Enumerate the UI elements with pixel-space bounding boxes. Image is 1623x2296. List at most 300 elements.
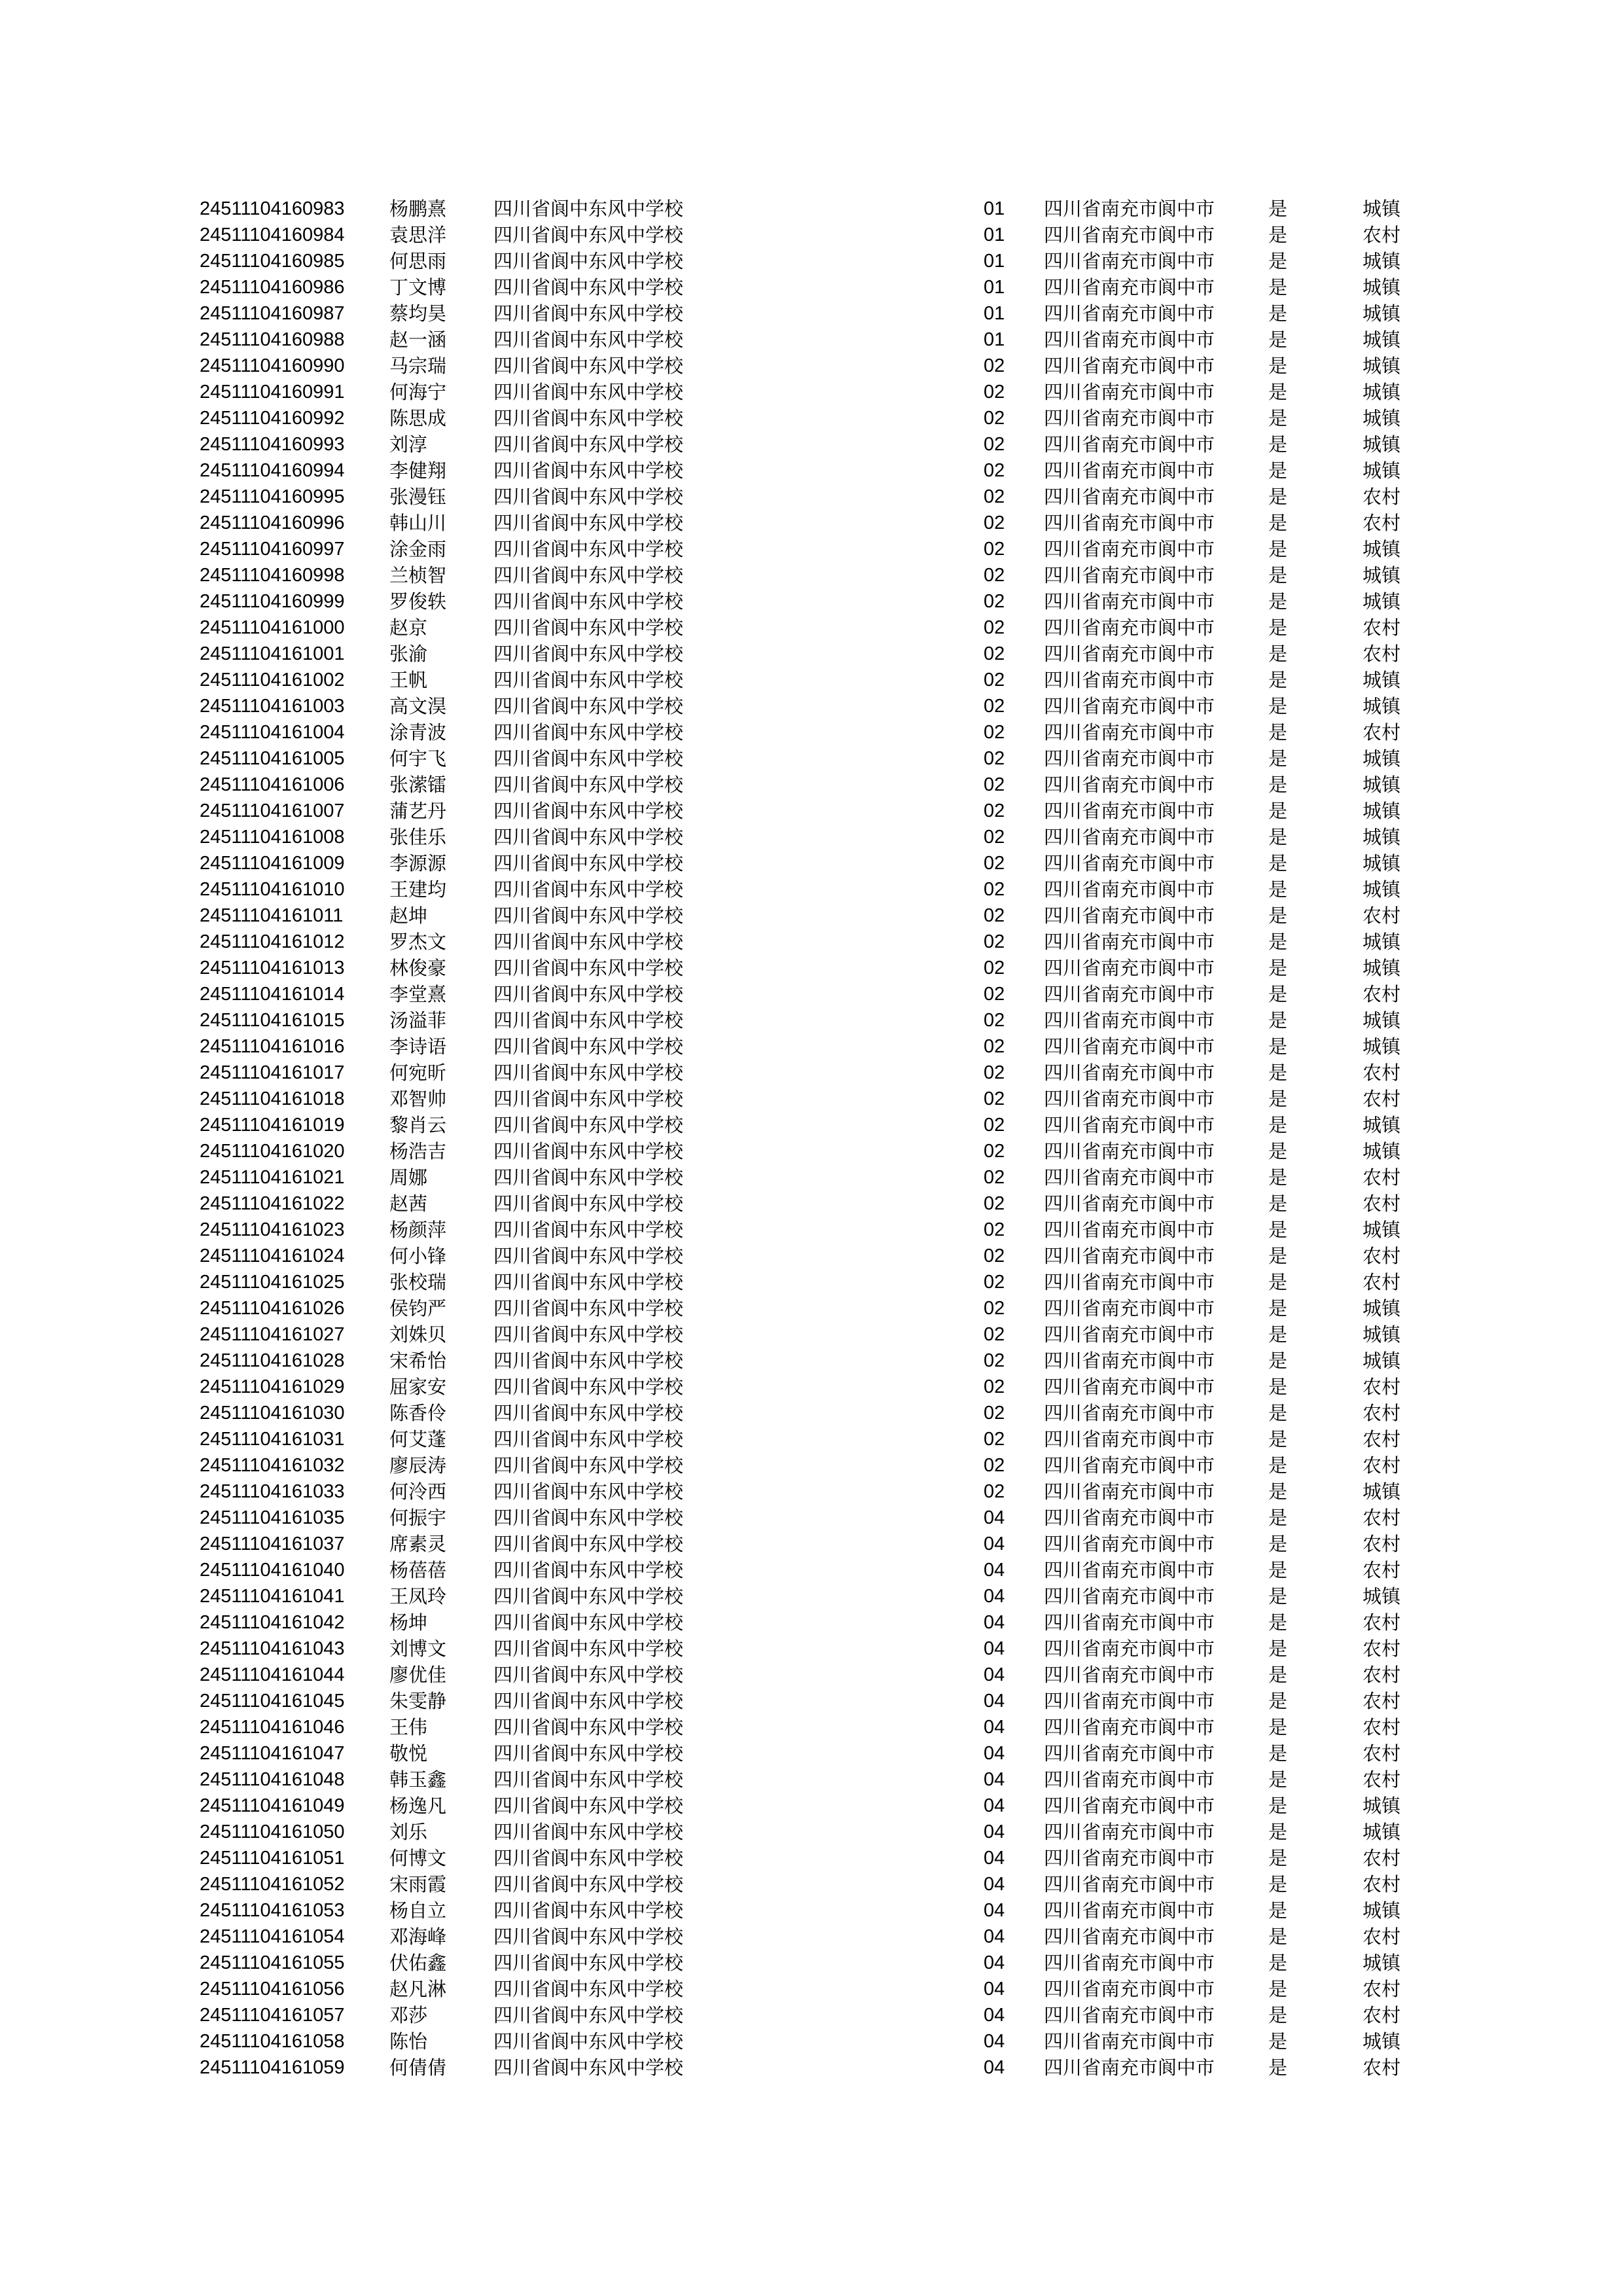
student-name-cell: 高文淏: [389, 695, 447, 717]
region-cell: 四川省南充市阆中市: [1044, 355, 1215, 377]
student-id-cell: 24511104161003: [200, 696, 345, 717]
student-name-cell: 陈香伶: [389, 1402, 447, 1424]
class-code-cell: 02: [984, 722, 1005, 743]
region-cell: 四川省南充市阆中市: [1044, 1899, 1215, 1922]
flag-cell: 是: [1268, 433, 1288, 456]
student-id-cell: 24511104161015: [200, 1010, 345, 1031]
class-code-cell: 04: [984, 1586, 1005, 1607]
flag-cell: 是: [1268, 2030, 1288, 2053]
school-cell: 四川省阆中东风中学校: [493, 1035, 684, 1058]
flag-cell: 是: [1268, 1742, 1288, 1765]
student-id-cell: 24511104161058: [200, 2031, 345, 2052]
student-name-cell: 张校瑞: [389, 1271, 447, 1293]
class-code-cell: 04: [984, 1848, 1005, 1869]
residence-type-cell: 农村: [1363, 224, 1401, 246]
residence-type-cell: 城镇: [1363, 1480, 1401, 1503]
student-id-cell: 24511104161029: [200, 1376, 345, 1397]
school-cell: 四川省阆中东风中学校: [493, 669, 684, 691]
flag-cell: 是: [1268, 1350, 1288, 1372]
residence-type-cell: 城镇: [1363, 1585, 1401, 1607]
residence-type-cell: 城镇: [1363, 1323, 1401, 1346]
flag-cell: 是: [1268, 381, 1288, 403]
residence-type-cell: 城镇: [1363, 957, 1401, 979]
school-cell: 四川省阆中东风中学校: [493, 1611, 684, 1634]
flag-cell: 是: [1268, 407, 1288, 429]
student-name-cell: 杨鹏熹: [389, 198, 447, 220]
table-row: [0, 353, 1623, 379]
region-cell: 四川省南充市阆中市: [1044, 905, 1215, 927]
flag-cell: 是: [1268, 564, 1288, 586]
student-id-cell: 24511104161006: [200, 774, 345, 795]
student-name-cell: 刘乐: [389, 1821, 428, 1843]
region-cell: 四川省南充市阆中市: [1044, 1952, 1215, 1974]
class-code-cell: 04: [984, 1534, 1005, 1554]
school-cell: 四川省阆中东风中学校: [493, 1821, 684, 1843]
school-cell: 四川省阆中东风中学校: [493, 695, 684, 717]
residence-type-cell: 城镇: [1363, 407, 1401, 429]
flag-cell: 是: [1268, 1821, 1288, 1843]
table-row: [0, 2028, 1623, 2054]
class-code-cell: 02: [984, 1115, 1005, 1136]
region-cell: 四川省南充市阆中市: [1044, 590, 1215, 613]
region-cell: 四川省南充市阆中市: [1044, 1350, 1215, 1372]
school-cell: 四川省阆中东风中学校: [493, 826, 684, 848]
region-cell: 四川省南充市阆中市: [1044, 1873, 1215, 1895]
table-row: [0, 693, 1623, 719]
school-cell: 四川省阆中东风中学校: [493, 538, 684, 560]
student-name-cell: 何宇飞: [389, 747, 447, 770]
residence-type-cell: 城镇: [1363, 1140, 1401, 1162]
student-id-cell: 24511104161002: [200, 670, 345, 691]
flag-cell: 是: [1268, 1402, 1288, 1424]
class-code-cell: 01: [984, 251, 1005, 272]
region-cell: 四川省南充市阆中市: [1044, 643, 1215, 665]
flag-cell: 是: [1268, 617, 1288, 639]
student-id-cell: 24511104160999: [200, 591, 345, 612]
class-code-cell: 02: [984, 1350, 1005, 1371]
student-id-cell: 24511104161055: [200, 1952, 345, 1973]
flag-cell: 是: [1268, 224, 1288, 246]
flag-cell: 是: [1268, 695, 1288, 717]
school-cell: 四川省阆中东风中学校: [493, 2030, 684, 2053]
residence-type-cell: 城镇: [1363, 302, 1401, 325]
student-name-cell: 杨坤: [389, 1611, 428, 1634]
residence-type-cell: 城镇: [1363, 878, 1401, 901]
school-cell: 四川省阆中东风中学校: [493, 1245, 684, 1267]
school-cell: 四川省阆中东风中学校: [493, 1664, 684, 1686]
table-row: [0, 405, 1623, 431]
table-row: [0, 1400, 1623, 1426]
student-id-cell: 24511104161059: [200, 2057, 345, 2078]
class-code-cell: 02: [984, 434, 1005, 455]
student-name-cell: 何艾蓬: [389, 1428, 447, 1450]
student-name-cell: 赵京: [389, 617, 428, 639]
class-code-cell: 02: [984, 879, 1005, 900]
class-code-cell: 02: [984, 670, 1005, 691]
class-code-cell: 04: [984, 1717, 1005, 1738]
student-id-cell: 24511104161026: [200, 1298, 345, 1319]
residence-type-cell: 农村: [1363, 1978, 1401, 2000]
residence-type-cell: 城镇: [1363, 1350, 1401, 1372]
flag-cell: 是: [1268, 1428, 1288, 1450]
student-name-cell: 何海宁: [389, 381, 447, 403]
class-code-cell: 04: [984, 1691, 1005, 1712]
region-cell: 四川省南充市阆中市: [1044, 1926, 1215, 1948]
class-code-cell: 02: [984, 1219, 1005, 1240]
school-cell: 四川省阆中东风中学校: [493, 224, 684, 246]
table-row: [0, 1426, 1623, 1452]
table-row: [0, 1662, 1623, 1688]
class-code-cell: 02: [984, 800, 1005, 821]
flag-cell: 是: [1268, 826, 1288, 848]
school-cell: 四川省阆中东风中学校: [493, 721, 684, 744]
table-row: [0, 1295, 1623, 1321]
school-cell: 四川省阆中东风中学校: [493, 1009, 684, 1031]
region-cell: 四川省南充市阆中市: [1044, 1559, 1215, 1581]
school-cell: 四川省阆中东风中学校: [493, 1376, 684, 1398]
student-id-cell: 24511104160997: [200, 539, 345, 560]
region-cell: 四川省南充市阆中市: [1044, 1062, 1215, 1084]
class-code-cell: 02: [984, 408, 1005, 429]
school-cell: 四川省阆中东风中学校: [493, 1402, 684, 1424]
student-id-cell: 24511104160991: [200, 382, 345, 403]
table-row: [0, 1767, 1623, 1793]
school-cell: 四川省阆中东风中学校: [493, 433, 684, 456]
student-id-cell: 24511104161008: [200, 827, 345, 848]
class-code-cell: 02: [984, 931, 1005, 952]
student-id-cell: 24511104161046: [200, 1717, 345, 1738]
class-code-cell: 02: [984, 1036, 1005, 1057]
class-code-cell: 02: [984, 748, 1005, 769]
residence-type-cell: 农村: [1363, 1062, 1401, 1084]
student-name-cell: 何宛昕: [389, 1062, 447, 1084]
region-cell: 四川省南充市阆中市: [1044, 1219, 1215, 1241]
region-cell: 四川省南充市阆中市: [1044, 617, 1215, 639]
student-id-cell: 24511104161050: [200, 1821, 345, 1842]
region-cell: 四川省南充市阆中市: [1044, 459, 1215, 482]
residence-type-cell: 城镇: [1363, 1035, 1401, 1058]
region-cell: 四川省南充市阆中市: [1044, 1480, 1215, 1503]
residence-type-cell: 农村: [1363, 2056, 1401, 2079]
table-row: [0, 588, 1623, 615]
residence-type-cell: 农村: [1363, 617, 1401, 639]
student-id-cell: 24511104161047: [200, 1743, 345, 1764]
student-id-cell: 24511104160998: [200, 565, 345, 586]
flag-cell: 是: [1268, 852, 1288, 874]
residence-type-cell: 农村: [1363, 1768, 1401, 1791]
flag-cell: 是: [1268, 1664, 1288, 1686]
region-cell: 四川省南充市阆中市: [1044, 250, 1215, 272]
student-name-cell: 林俊豪: [389, 957, 447, 979]
residence-type-cell: 城镇: [1363, 1114, 1401, 1136]
class-code-cell: 04: [984, 2031, 1005, 2052]
table-row: [0, 2054, 1623, 2081]
school-cell: 四川省阆中东风中学校: [493, 1742, 684, 1765]
flag-cell: 是: [1268, 1795, 1288, 1817]
residence-type-cell: 农村: [1363, 983, 1401, 1005]
flag-cell: 是: [1268, 1245, 1288, 1267]
student-id-cell: 24511104161051: [200, 1848, 345, 1869]
school-cell: 四川省阆中东风中学校: [493, 407, 684, 429]
student-name-cell: 汤溢菲: [389, 1009, 447, 1031]
school-cell: 四川省阆中东风中学校: [493, 1114, 684, 1136]
flag-cell: 是: [1268, 1847, 1288, 1869]
table-row: [0, 667, 1623, 693]
flag-cell: 是: [1268, 459, 1288, 482]
residence-type-cell: 农村: [1363, 1611, 1401, 1634]
table-row: [0, 1086, 1623, 1112]
student-name-cell: 杨蓓蓓: [389, 1559, 447, 1581]
student-name-cell: 周娜: [389, 1166, 428, 1189]
school-cell: 四川省阆中东风中学校: [493, 1323, 684, 1346]
table-row: [0, 1871, 1623, 1897]
class-code-cell: 02: [984, 1455, 1005, 1476]
table-row: [0, 1112, 1623, 1138]
student-name-cell: 何小锋: [389, 1245, 447, 1267]
student-id-cell: 24511104161009: [200, 853, 345, 874]
student-id-cell: 24511104161043: [200, 1638, 345, 1659]
student-id-cell: 24511104161030: [200, 1403, 345, 1424]
residence-type-cell: 农村: [1363, 1716, 1401, 1738]
class-code-cell: 02: [984, 1298, 1005, 1319]
flag-cell: 是: [1268, 486, 1288, 508]
class-code-cell: 04: [984, 1979, 1005, 2000]
residence-type-cell: 农村: [1363, 1166, 1401, 1189]
table-row: [0, 929, 1623, 955]
class-code-cell: 01: [984, 224, 1005, 245]
class-code-cell: 04: [984, 1952, 1005, 1973]
flag-cell: 是: [1268, 302, 1288, 325]
residence-type-cell: 农村: [1363, 1638, 1401, 1660]
residence-type-cell: 农村: [1363, 1742, 1401, 1765]
class-code-cell: 02: [984, 643, 1005, 664]
student-name-cell: 涂金雨: [389, 538, 447, 560]
table-row: [0, 641, 1623, 667]
table-row: [0, 222, 1623, 248]
flag-cell: 是: [1268, 250, 1288, 272]
class-code-cell: 04: [984, 2057, 1005, 2078]
region-cell: 四川省南充市阆中市: [1044, 852, 1215, 874]
table-row: [0, 1740, 1623, 1767]
region-cell: 四川省南充市阆中市: [1044, 983, 1215, 1005]
class-code-cell: 02: [984, 1167, 1005, 1188]
residence-type-cell: 城镇: [1363, 590, 1401, 613]
class-code-cell: 04: [984, 1900, 1005, 1921]
region-cell: 四川省南充市阆中市: [1044, 407, 1215, 429]
student-name-cell: 张佳乐: [389, 826, 447, 848]
class-code-cell: 02: [984, 617, 1005, 638]
student-name-cell: 杨逸凡: [389, 1795, 447, 1817]
region-cell: 四川省南充市阆中市: [1044, 826, 1215, 848]
residence-type-cell: 农村: [1363, 486, 1401, 508]
school-cell: 四川省阆中东风中学校: [493, 1899, 684, 1922]
region-cell: 四川省南充市阆中市: [1044, 1166, 1215, 1189]
table-row: [0, 1924, 1623, 1950]
residence-type-cell: 城镇: [1363, 564, 1401, 586]
region-cell: 四川省南充市阆中市: [1044, 800, 1215, 822]
region-cell: 四川省南充市阆中市: [1044, 721, 1215, 744]
class-code-cell: 01: [984, 277, 1005, 298]
school-cell: 四川省阆中东风中学校: [493, 1507, 684, 1529]
region-cell: 四川省南充市阆中市: [1044, 1507, 1215, 1529]
region-cell: 四川省南充市阆中市: [1044, 1768, 1215, 1791]
table-row: [0, 1243, 1623, 1269]
student-name-cell: 邓莎: [389, 2004, 428, 2026]
flag-cell: 是: [1268, 800, 1288, 822]
table-row: [0, 876, 1623, 903]
class-code-cell: 04: [984, 1612, 1005, 1633]
student-name-cell: 邓海峰: [389, 1926, 447, 1948]
student-name-cell: 王凤玲: [389, 1585, 447, 1607]
flag-cell: 是: [1268, 1926, 1288, 1948]
student-id-cell: 24511104161014: [200, 984, 345, 1005]
class-code-cell: 02: [984, 696, 1005, 717]
region-cell: 四川省南充市阆中市: [1044, 1664, 1215, 1686]
flag-cell: 是: [1268, 747, 1288, 770]
student-name-cell: 杨颜萍: [389, 1219, 447, 1241]
class-code-cell: 02: [984, 486, 1005, 507]
table-row: [0, 1950, 1623, 1976]
table-row: [0, 379, 1623, 405]
school-cell: 四川省阆中东风中学校: [493, 1533, 684, 1555]
region-cell: 四川省南充市阆中市: [1044, 224, 1215, 246]
school-cell: 四川省阆中东风中学校: [493, 747, 684, 770]
residence-type-cell: 城镇: [1363, 1795, 1401, 1817]
class-code-cell: 04: [984, 1560, 1005, 1581]
table-row: [0, 1217, 1623, 1243]
class-code-cell: 02: [984, 1324, 1005, 1345]
flag-cell: 是: [1268, 1009, 1288, 1031]
school-cell: 四川省阆中东风中学校: [493, 1088, 684, 1110]
student-name-cell: 张漫钰: [389, 486, 447, 508]
residence-type-cell: 城镇: [1363, 669, 1401, 691]
student-id-cell: 24511104160992: [200, 408, 345, 429]
school-cell: 四川省阆中东风中学校: [493, 329, 684, 351]
residence-type-cell: 城镇: [1363, 774, 1401, 796]
flag-cell: 是: [1268, 1088, 1288, 1110]
residence-type-cell: 农村: [1363, 1428, 1401, 1450]
class-code-cell: 02: [984, 565, 1005, 586]
flag-cell: 是: [1268, 1873, 1288, 1895]
student-id-cell: 24511104160995: [200, 486, 345, 507]
residence-type-cell: 农村: [1363, 512, 1401, 534]
student-name-cell: 王帆: [389, 669, 428, 691]
class-code-cell: 04: [984, 1821, 1005, 1842]
region-cell: 四川省南充市阆中市: [1044, 1088, 1215, 1110]
table-row: [0, 457, 1623, 484]
student-id-cell: 24511104161057: [200, 2005, 345, 2026]
flag-cell: 是: [1268, 669, 1288, 691]
class-code-cell: 02: [984, 460, 1005, 481]
residence-type-cell: 城镇: [1363, 250, 1401, 272]
class-code-cell: 02: [984, 355, 1005, 376]
school-cell: 四川省阆中东风中学校: [493, 486, 684, 508]
table-row: [0, 1793, 1623, 1819]
region-cell: 四川省南充市阆中市: [1044, 1585, 1215, 1607]
region-cell: 四川省南充市阆中市: [1044, 486, 1215, 508]
residence-type-cell: 城镇: [1363, 1219, 1401, 1241]
student-id-cell: 24511104161010: [200, 879, 345, 900]
flag-cell: 是: [1268, 1297, 1288, 1319]
flag-cell: 是: [1268, 1611, 1288, 1634]
table-row: [0, 1138, 1623, 1164]
flag-cell: 是: [1268, 1978, 1288, 2000]
residence-type-cell: 城镇: [1363, 1899, 1401, 1922]
student-name-cell: 蒲艺丹: [389, 800, 447, 822]
residence-type-cell: 城镇: [1363, 198, 1401, 220]
student-name-cell: 罗杰文: [389, 931, 447, 953]
flag-cell: 是: [1268, 538, 1288, 560]
table-row: [0, 824, 1623, 850]
student-name-cell: 黎肖云: [389, 1114, 447, 1136]
flag-cell: 是: [1268, 983, 1288, 1005]
class-code-cell: 02: [984, 827, 1005, 848]
flag-cell: 是: [1268, 2004, 1288, 2026]
residence-type-cell: 城镇: [1363, 931, 1401, 953]
school-cell: 四川省阆中东风中学校: [493, 302, 684, 325]
region-cell: 四川省南充市阆中市: [1044, 1611, 1215, 1634]
student-name-cell: 王伟: [389, 1716, 428, 1738]
flag-cell: 是: [1268, 1690, 1288, 1712]
student-roster-table: [0, 196, 1623, 2081]
class-code-cell: 02: [984, 512, 1005, 533]
school-cell: 四川省阆中东风中学校: [493, 1795, 684, 1817]
flag-cell: 是: [1268, 1062, 1288, 1084]
student-name-cell: 张渝: [389, 643, 428, 665]
student-id-cell: 24511104161045: [200, 1691, 345, 1712]
flag-cell: 是: [1268, 905, 1288, 927]
school-cell: 四川省阆中东风中学校: [493, 1271, 684, 1293]
student-id-cell: 24511104161031: [200, 1429, 345, 1450]
student-name-cell: 敬悦: [389, 1742, 428, 1765]
residence-type-cell: 农村: [1363, 1271, 1401, 1293]
table-row: [0, 1060, 1623, 1086]
student-id-cell: 24511104161013: [200, 958, 345, 978]
student-id-cell: 24511104160985: [200, 251, 345, 272]
region-cell: 四川省南充市阆中市: [1044, 695, 1215, 717]
region-cell: 四川省南充市阆中市: [1044, 2056, 1215, 2079]
student-name-cell: 侯钧严: [389, 1297, 447, 1319]
table-row: [0, 850, 1623, 876]
student-name-cell: 陈思成: [389, 407, 447, 429]
region-cell: 四川省南充市阆中市: [1044, 1795, 1215, 1817]
region-cell: 四川省南充市阆中市: [1044, 381, 1215, 403]
table-row: [0, 1164, 1623, 1191]
school-cell: 四川省阆中东风中学校: [493, 198, 684, 220]
school-cell: 四川省阆中东风中学校: [493, 1062, 684, 1084]
table-row: [0, 327, 1623, 353]
student-id-cell: 24511104161025: [200, 1272, 345, 1293]
student-name-cell: 兰桢智: [389, 564, 447, 586]
flag-cell: 是: [1268, 1166, 1288, 1189]
class-code-cell: 02: [984, 774, 1005, 795]
flag-cell: 是: [1268, 1716, 1288, 1738]
table-row: [0, 431, 1623, 457]
student-id-cell: 24511104160994: [200, 460, 345, 481]
school-cell: 四川省阆中东风中学校: [493, 905, 684, 927]
school-cell: 四川省阆中东风中学校: [493, 2056, 684, 2079]
student-id-cell: 24511104161000: [200, 617, 345, 638]
flag-cell: 是: [1268, 1585, 1288, 1607]
flag-cell: 是: [1268, 957, 1288, 979]
school-cell: 四川省阆中东风中学校: [493, 1716, 684, 1738]
region-cell: 四川省南充市阆中市: [1044, 1690, 1215, 1712]
school-cell: 四川省阆中东风中学校: [493, 1978, 684, 2000]
residence-type-cell: 农村: [1363, 1873, 1401, 1895]
student-name-cell: 蔡均昊: [389, 302, 447, 325]
table-row: [0, 981, 1623, 1007]
school-cell: 四川省阆中东风中学校: [493, 931, 684, 953]
